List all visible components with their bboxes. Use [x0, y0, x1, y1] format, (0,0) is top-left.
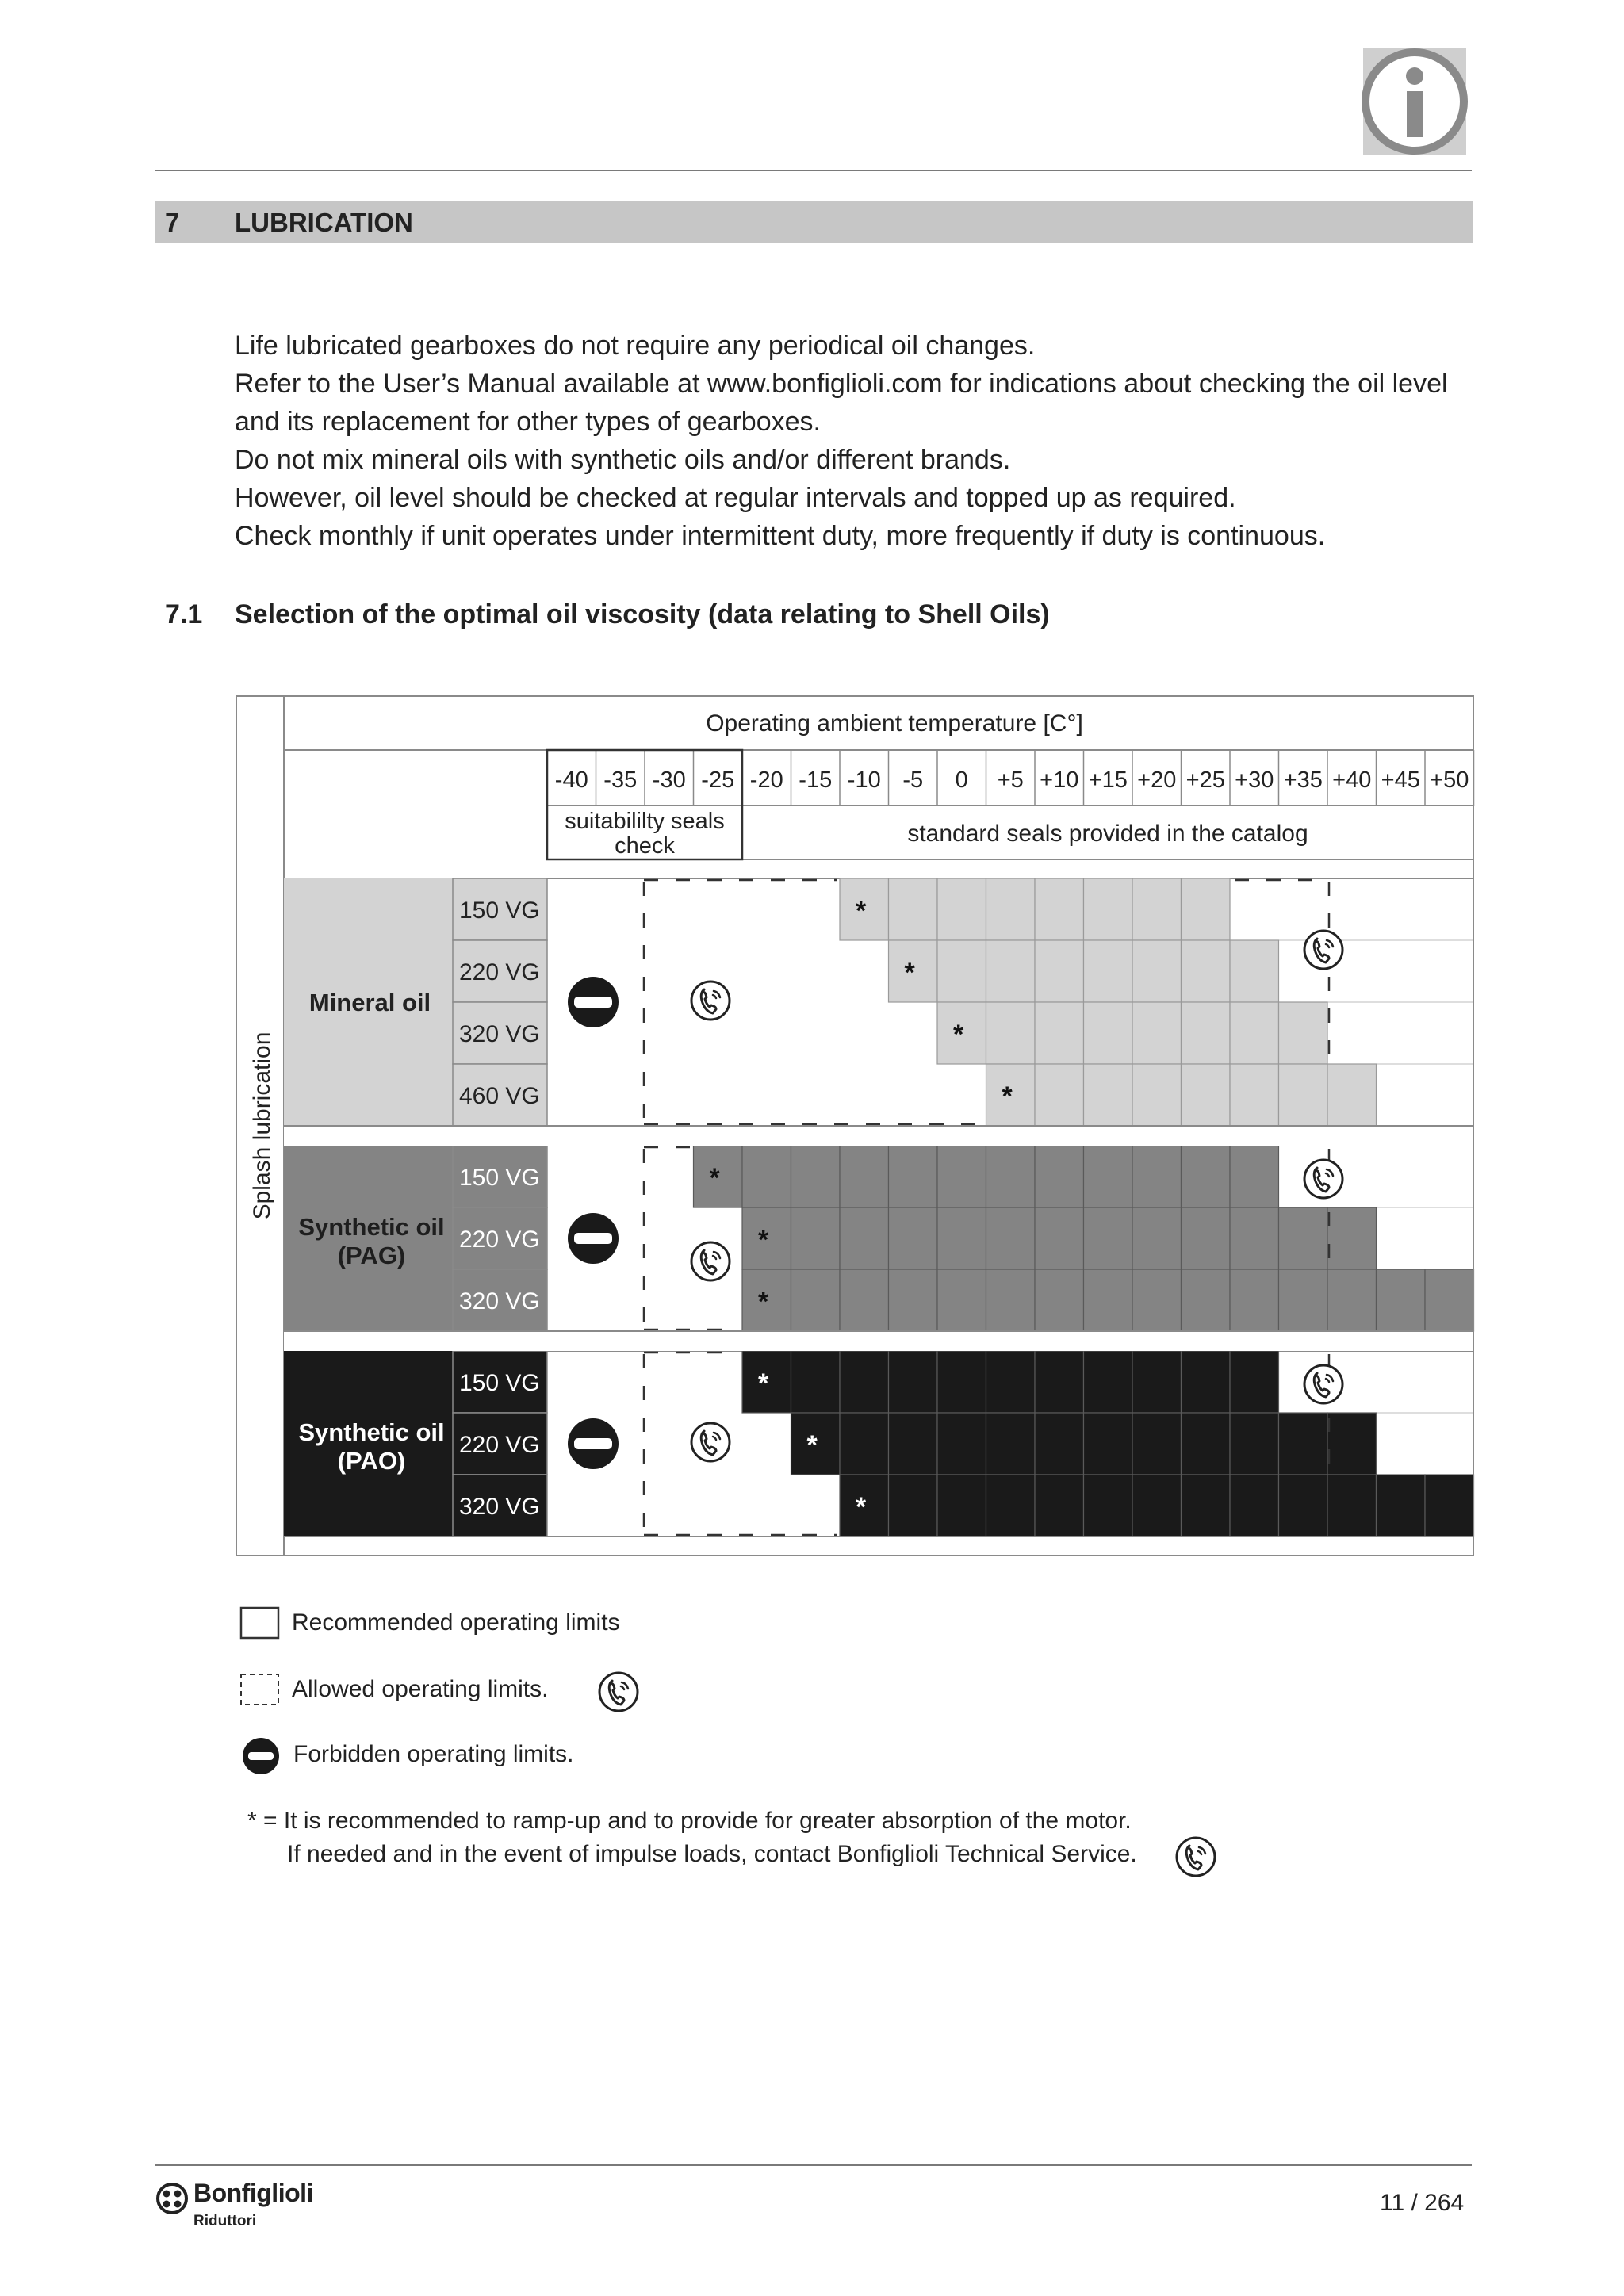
recommended-cell [889, 1207, 938, 1269]
recommended-cell [1132, 940, 1182, 1002]
phone-icon [1304, 931, 1342, 969]
recommended-cell [1279, 1064, 1328, 1126]
temp-label: +35 [1283, 767, 1323, 793]
recommended-cell [791, 1269, 841, 1331]
footnote-line-1: * = It is recommended to ramp-up and to provide for greater absorption of the motor. [247, 1808, 1132, 1834]
no-entry-icon-bar [574, 997, 612, 1008]
ramp-up-asterisk: * [1002, 1081, 1013, 1112]
recommended-cell [1132, 1475, 1182, 1536]
recommended-cell [1279, 1413, 1328, 1475]
recommended-cell [1084, 1413, 1133, 1475]
legend-allowed-box [239, 1673, 281, 1708]
recommended-cell [1182, 1413, 1231, 1475]
recommended-cell [1132, 1413, 1182, 1475]
recommended-cell [1182, 1064, 1231, 1126]
recommended-cell [1084, 1146, 1133, 1207]
viscosity-grade: 150 VG [459, 897, 540, 924]
recommended-cell [937, 1413, 986, 1475]
seals-check-label: check [615, 833, 675, 859]
ramp-up-asterisk: * [856, 896, 867, 926]
recommended-cell [1230, 1351, 1279, 1413]
intro-line: However, oil level should be checked at regular intervals and topped up as required. [235, 483, 1236, 513]
phone-icon-ring [1304, 931, 1342, 969]
phone-icon-ring [691, 1423, 730, 1461]
recommended-cell [1327, 1413, 1377, 1475]
phone-icon-ring [691, 1242, 730, 1280]
legend-forbidden-label: Forbidden operating limits. [293, 1741, 574, 1767]
phone-icon-ring [599, 1673, 638, 1711]
recommended-cell [1084, 1002, 1133, 1064]
oil-type-name: Synthetic oil [298, 1418, 445, 1446]
temp-label: -5 [902, 767, 924, 793]
recommended-cell [1230, 940, 1279, 1002]
temp-label: +45 [1381, 767, 1420, 793]
recommended-cell [986, 1413, 1036, 1475]
temp-label: -15 [799, 767, 833, 793]
recommended-cell [889, 878, 938, 940]
seals-check-label: suitabililty seals [565, 809, 725, 834]
phone-icon [691, 1423, 730, 1461]
recommended-cell [986, 878, 1036, 940]
ramp-up-asterisk: * [758, 1368, 769, 1399]
recommended-cell [1182, 1146, 1231, 1207]
recommended-cell [1327, 1064, 1377, 1126]
page-number: 11 / 264 [1380, 2190, 1465, 2216]
temp-label: +10 [1040, 767, 1079, 793]
recommended-cell [1132, 1351, 1182, 1413]
ramp-up-asterisk: * [856, 1492, 867, 1522]
legend-recommended-box [239, 1606, 281, 1641]
recommended-cell [1182, 1207, 1231, 1269]
recommended-cell [1425, 1475, 1474, 1536]
oil-type-name: (PAG) [337, 1242, 406, 1269]
recommended-cell [1035, 1413, 1084, 1475]
recommended-cell [840, 1269, 889, 1331]
recommended-cell [1084, 1064, 1133, 1126]
intro-line: Check monthly if unit operates under intermittent duty, more frequently if duty is continuous. [235, 521, 1326, 551]
oil-type-name: Synthetic oil [298, 1213, 445, 1241]
standard-seals-label: standard seals provided in the catalog [907, 821, 1308, 847]
no-entry-icon [241, 1736, 281, 1776]
recommended-cell [1425, 1269, 1474, 1331]
temp-label: +40 [1332, 767, 1372, 793]
recommended-cell [889, 1269, 938, 1331]
recommended-cell [1132, 1002, 1182, 1064]
phone-icon [1304, 1160, 1342, 1198]
recommended-cell [1182, 1351, 1231, 1413]
phone-icon-ring [1304, 1365, 1342, 1403]
recommended-cell [1230, 1475, 1279, 1536]
recommended-cell [1230, 1146, 1279, 1207]
recommended-cell [791, 1146, 841, 1207]
recommended-cell [1035, 940, 1084, 1002]
recommended-cell [1182, 878, 1231, 940]
temp-label: +15 [1088, 767, 1128, 793]
temp-label: +25 [1185, 767, 1225, 793]
recommended-cell [937, 1351, 986, 1413]
recommended-cell [1035, 1146, 1084, 1207]
section-number: 7 [165, 208, 180, 237]
section-title: LUBRICATION [235, 208, 413, 237]
recommended-cell [1230, 1269, 1279, 1331]
recommended-cell [986, 1475, 1036, 1536]
recommended-cell [937, 940, 986, 1002]
header-title: Operating ambient temperature [C°] [706, 710, 1083, 737]
recommended-cell [1327, 1207, 1377, 1269]
temp-label: +20 [1137, 767, 1177, 793]
intro-line: Do not mix mineral oils with synthetic oils and/or different brands. [235, 445, 1011, 475]
recommended-cell [889, 1413, 938, 1475]
recommended-cell [1035, 878, 1084, 940]
recommended-cell [840, 1146, 889, 1207]
recommended-cell [1084, 940, 1133, 1002]
recommended-cell [937, 1269, 986, 1331]
group-gap [284, 1126, 1473, 1146]
phone-icon [1174, 1835, 1218, 1879]
subsection-title: Selection of the optimal oil viscosity (data relating to Shell Oils) [235, 599, 1050, 629]
recommended-cell [1035, 1269, 1084, 1331]
recommended-cell [1132, 1207, 1182, 1269]
temp-label: 0 [955, 767, 968, 793]
recommended-cell [1035, 1351, 1084, 1413]
viscosity-grade: 150 VG [459, 1370, 540, 1396]
recommended-cell [742, 1146, 791, 1207]
viscosity-grade: 150 VG [459, 1165, 540, 1191]
intro-line: Refer to the User’s Manual available at www.bonfiglioli.com for indications about checking the oil level [235, 369, 1448, 399]
recommended-cell [1377, 1269, 1426, 1331]
viscosity-grade: 320 VG [459, 1021, 540, 1047]
footnote-line-2: If needed and in the event of impulse loads, contact Bonfiglioli Technical Service. [287, 1841, 1137, 1867]
no-entry-icon-bar [574, 1233, 612, 1244]
phone-icon [691, 982, 730, 1020]
recommended-cell [1182, 1002, 1231, 1064]
recommended-cell [986, 1002, 1036, 1064]
recommended-cell [986, 1146, 1036, 1207]
side-label: Splash lubrication [249, 1031, 275, 1220]
recommended-cell [1035, 1475, 1084, 1536]
recommended-cell [1035, 1207, 1084, 1269]
recommended-cell [840, 1207, 889, 1269]
bonfiglioli-logo-icon [155, 2182, 189, 2215]
recommended-cell [840, 1413, 889, 1475]
ramp-up-asterisk: * [758, 1225, 769, 1255]
legend-recommended-label: Recommended operating limits [292, 1609, 620, 1636]
temp-label: -20 [749, 767, 783, 793]
viscosity-grade: 220 VG [459, 1226, 540, 1253]
subsection-number: 7.1 [165, 599, 203, 629]
brand-subtitle: Riduttori [193, 2213, 257, 2229]
viscosity-grade: 220 VG [459, 959, 540, 985]
temp-label: +50 [1430, 767, 1469, 793]
temp-label: -30 [652, 767, 686, 793]
temp-label: -10 [847, 767, 881, 793]
recommended-cell [1279, 1269, 1328, 1331]
legend-allowed-label: Allowed operating limits. [292, 1676, 549, 1702]
recommended-cell [937, 1475, 986, 1536]
recommended-cell [1279, 1475, 1328, 1536]
temp-label: -35 [603, 767, 638, 793]
temp-label: -40 [554, 767, 588, 793]
viscosity-grade: 220 VG [459, 1432, 540, 1458]
recommended-cell [986, 1269, 1036, 1331]
recommended-cell [1327, 1475, 1377, 1536]
recommended-cell [1327, 1269, 1377, 1331]
recommended-cell [1084, 1207, 1133, 1269]
recommended-cell [840, 1351, 889, 1413]
phone-icon-ring [1304, 1160, 1342, 1198]
ramp-up-asterisk: * [806, 1430, 818, 1460]
phone-icon [596, 1670, 641, 1714]
recommended-cell [986, 1207, 1036, 1269]
recommended-cell [791, 1207, 841, 1269]
recommended-cell [1230, 1002, 1279, 1064]
recommended-cell [1035, 1002, 1084, 1064]
recommended-cell [889, 1146, 938, 1207]
phone-icon [691, 1242, 730, 1280]
recommended-cell [937, 1146, 986, 1207]
oil-type-name: Mineral oil [308, 989, 431, 1016]
recommended-cell [1132, 1146, 1182, 1207]
recommended-cell [1132, 1064, 1182, 1126]
viscosity-grade: 320 VG [459, 1494, 540, 1520]
recommended-cell [1377, 1475, 1426, 1536]
recommended-cell [937, 1207, 986, 1269]
recommended-cell [1182, 1269, 1231, 1331]
recommended-cell [1035, 1064, 1084, 1126]
recommended-cell [1182, 1475, 1231, 1536]
recommended-cell [986, 1351, 1036, 1413]
temp-label: +5 [997, 767, 1024, 793]
oil-type-name: (PAO) [337, 1447, 406, 1475]
ramp-up-asterisk: * [953, 1020, 964, 1050]
phone-icon-ring [691, 982, 730, 1020]
group-gap [284, 1331, 1473, 1351]
no-entry-icon-bar [574, 1438, 612, 1449]
viscosity-grade: 460 VG [459, 1083, 540, 1109]
intro-line: and its replacement for other types of gearboxes. [235, 407, 821, 437]
ramp-up-asterisk: * [904, 958, 915, 988]
recommended-cell [937, 878, 986, 940]
recommended-cell [1279, 1002, 1328, 1064]
recommended-cell [889, 1351, 938, 1413]
temp-label: +30 [1235, 767, 1274, 793]
footer-divider [155, 2164, 1472, 2166]
viscosity-grade: 320 VG [459, 1288, 540, 1314]
recommended-cell [1084, 1475, 1133, 1536]
temp-label: -25 [701, 767, 735, 793]
recommended-cell [1182, 940, 1231, 1002]
recommended-cell [1132, 878, 1182, 940]
recommended-cell [791, 1351, 841, 1413]
recommended-cell [986, 940, 1036, 1002]
recommended-cell [1230, 1207, 1279, 1269]
brand-name: Bonfiglioli [193, 2179, 313, 2207]
recommended-cell [1279, 1207, 1328, 1269]
ramp-up-asterisk: * [758, 1287, 769, 1317]
phone-icon [1304, 1365, 1342, 1403]
intro-line: Life lubricated gearboxes do not require any periodical oil changes. [235, 331, 1036, 361]
recommended-cell [1132, 1269, 1182, 1331]
recommended-cell [1084, 878, 1133, 940]
recommended-cell [1084, 1269, 1133, 1331]
phone-icon-ring [1177, 1838, 1215, 1876]
recommended-cell [889, 1475, 938, 1536]
recommended-cell [1084, 1351, 1133, 1413]
recommended-cell [1230, 1064, 1279, 1126]
ramp-up-asterisk: * [709, 1163, 720, 1193]
recommended-cell [1230, 1413, 1279, 1475]
